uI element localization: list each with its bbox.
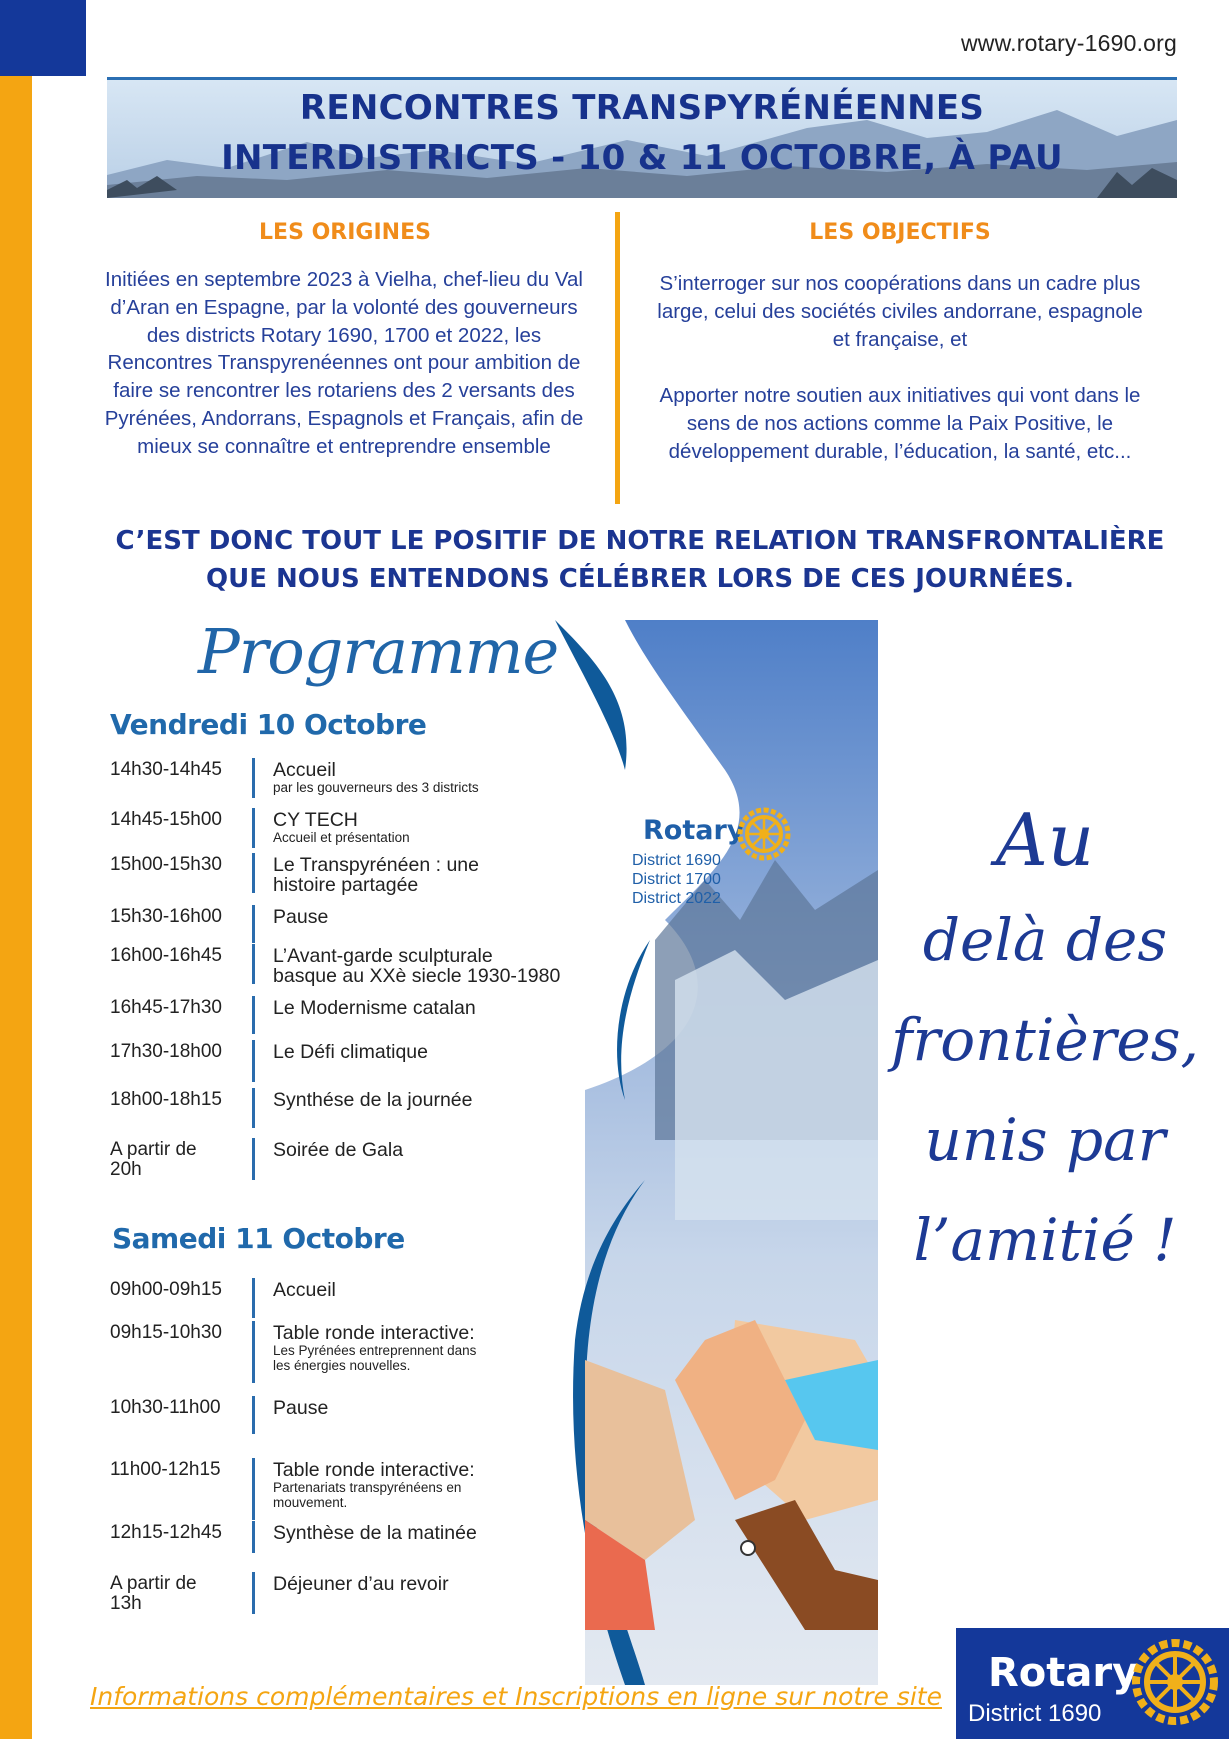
rotary-district-logo xyxy=(956,1628,1229,1739)
schedule-divider xyxy=(252,853,255,893)
schedule-label-group xyxy=(273,946,633,986)
schedule-label-group xyxy=(273,998,633,1018)
schedule-divider xyxy=(252,1458,255,1520)
registration-link[interactable]: Informations complémentaires et Inscriptions en ligne sur notre site xyxy=(90,1682,942,1711)
schedule-time: 09h15-10h30 xyxy=(110,1322,222,1343)
schedule-label-group xyxy=(273,1398,633,1418)
panel-district-2022: District 2022 xyxy=(632,890,721,907)
schedule-divider xyxy=(252,1278,255,1318)
schedule-divider xyxy=(252,1088,255,1128)
panel-district-list xyxy=(632,851,721,908)
schedule-divider xyxy=(252,1321,255,1383)
schedule-label-group xyxy=(273,1323,633,1373)
slogan-line4: unis par xyxy=(924,1106,1166,1174)
schedule-sublabel: par les gouverneurs des 3 districts xyxy=(273,780,479,795)
schedule-time: 09h00-09h15 xyxy=(110,1279,222,1300)
banner-title-line1: RENCONTRES TRANSPYRÉNÉENNES xyxy=(299,88,985,128)
schedule-label: Le Défi climatique xyxy=(273,1041,428,1063)
schedule-time: 11h00-12h15 xyxy=(110,1459,221,1480)
schedule-sublabel: Accueil et présentation xyxy=(273,830,410,845)
schedule-divider xyxy=(252,944,255,984)
slogan xyxy=(880,790,1210,1290)
schedule-label: Accueil xyxy=(273,1279,336,1301)
schedule-label-group xyxy=(273,1140,633,1160)
tagline-line1: C’EST DONC TOUT LE POSITIF DE NOTRE RELATION TRANSFRONTALIÈRE xyxy=(115,526,1165,556)
schedule-label-group xyxy=(273,1460,633,1510)
footer-rotary-name: Rotary xyxy=(988,1650,1139,1696)
schedule-label: Déjeuner d’au revoir xyxy=(273,1573,449,1595)
rotary-wheel-icon xyxy=(737,807,791,861)
title-banner xyxy=(107,77,1177,198)
saturday-title: Samedi 11 Octobre xyxy=(112,1222,405,1255)
schedule-divider xyxy=(252,1040,255,1082)
schedule-label: Synthése de la journée xyxy=(273,1089,473,1111)
schedule-divider xyxy=(252,1138,255,1180)
schedule-time: A partir de 20h xyxy=(110,1139,197,1180)
slogan-line3: frontières, xyxy=(891,1006,1199,1074)
corner-block xyxy=(0,0,86,76)
objectifs-text-1: S’interroger sur nos coopérations dans un cadre plus large, celui des sociétés civiles andorrane, espagnole et française, et xyxy=(657,272,1143,351)
schedule-label: Table ronde interactive: xyxy=(273,1322,475,1344)
origines-text: Initiées en septembre 2023 à Vielha, chef-lieu du Val d’Aran en Espagne, par la volonté des gouverneurs des districts Rotary 1690, 1700 et 2022, les Rencontres Transpyrenéennes ont pour ambition de faire se rencontrer les rotariens des 2 versants des Pyrénées, Andorrans, Espagnols et Français, afin de mieux se connaître et entreprendre ensemble xyxy=(104,268,584,458)
footer-rotary-district: District 1690 xyxy=(968,1700,1102,1727)
column-divider xyxy=(615,212,620,504)
schedule-label-group xyxy=(273,855,633,895)
panel-rotary-name: Rotary xyxy=(643,815,745,846)
schedule-divider xyxy=(252,905,255,943)
schedule-label: Pause xyxy=(273,1397,329,1419)
schedule-divider xyxy=(252,1572,255,1614)
schedule-label: Soirée de Gala xyxy=(273,1139,404,1161)
schedule-time: 10h30-11h00 xyxy=(110,1397,221,1418)
schedule-sublabel: Partenariats transpyrénéens en mouvement. xyxy=(273,1480,462,1510)
schedule-divider xyxy=(252,758,255,798)
schedule-divider xyxy=(252,1521,255,1553)
schedule-label-group xyxy=(273,1090,633,1110)
schedule-label-group xyxy=(273,810,633,845)
panel-district-1690: District 1690 xyxy=(632,852,721,869)
schedule-time: 17h30-18h00 xyxy=(110,1041,222,1062)
programme-title: Programme xyxy=(198,615,559,688)
website-link[interactable]: www.rotary-1690.org xyxy=(961,30,1177,56)
origines-title: LES ORIGINES xyxy=(259,220,431,245)
slogan-line1: Au xyxy=(995,798,1095,882)
friday-title: Vendredi 10 Octobre xyxy=(110,708,427,741)
rotary-wheel-icon xyxy=(1131,1638,1219,1726)
schedule-time: 14h30-14h45 xyxy=(110,759,222,780)
panel-district-1700: District 1700 xyxy=(632,871,721,888)
schedule-time: 14h45-15h00 xyxy=(110,809,222,830)
banner-title-line2: INTERDISTRICTS - 10 & 11 OCTOBRE, À PAU xyxy=(221,138,1063,178)
tagline-line2: QUE NOUS ENTENDONS CÉLÉBRER LORS DE CES JOURNÉES. xyxy=(206,564,1074,594)
schedule-divider xyxy=(252,808,255,848)
tagline xyxy=(100,522,1180,598)
schedule-label: CY TECH xyxy=(273,809,358,831)
schedule-label: Pause xyxy=(273,906,329,928)
schedule-label: Table ronde interactive: xyxy=(273,1459,475,1481)
schedule-label: Accueil xyxy=(273,759,336,781)
schedule-sublabel: Les Pyrénées entreprennent dans les énergies nouvelles. xyxy=(273,1343,477,1373)
schedule-divider xyxy=(252,996,255,1034)
schedule-label-group xyxy=(273,1523,633,1543)
schedule-time: 15h30-16h00 xyxy=(110,906,222,927)
schedule-label: Le Transpyrénéen : une histoire partagée xyxy=(273,854,479,896)
schedule-time: 16h45-17h30 xyxy=(110,997,222,1018)
schedule-label-group xyxy=(273,1574,633,1594)
slogan-line5: l’amitié ! xyxy=(913,1206,1177,1274)
schedule-label-group xyxy=(273,1042,633,1062)
schedule-label: L’Avant-garde sculpturale basque au XXè siecle 1930-1980 xyxy=(273,945,561,987)
objectifs-title: LES OBJECTIFS xyxy=(809,220,991,245)
schedule-time: 15h00-15h30 xyxy=(110,854,222,875)
schedule-label: Le Modernisme catalan xyxy=(273,997,476,1019)
objectifs-text-2: Apporter notre soutien aux initiatives qui vont dans le sens de nos actions comme la Paix Positive, le développement durable, l’éducation, la santé, etc... xyxy=(659,384,1141,463)
schedule-label: Synthèse de la matinée xyxy=(273,1522,477,1544)
schedule-time: 16h00-16h45 xyxy=(110,945,222,966)
schedule-label-group xyxy=(273,760,633,795)
schedule-divider xyxy=(252,1396,255,1434)
slogan-line2: delà des xyxy=(922,906,1168,974)
schedule-time: 18h00-18h15 xyxy=(110,1089,222,1110)
schedule-label-group xyxy=(273,907,633,927)
schedule-time: A partir de 13h xyxy=(110,1573,197,1614)
schedule-label-group xyxy=(273,1280,633,1300)
schedule-time: 12h15-12h45 xyxy=(110,1522,222,1543)
side-accent-bar xyxy=(0,0,32,1739)
